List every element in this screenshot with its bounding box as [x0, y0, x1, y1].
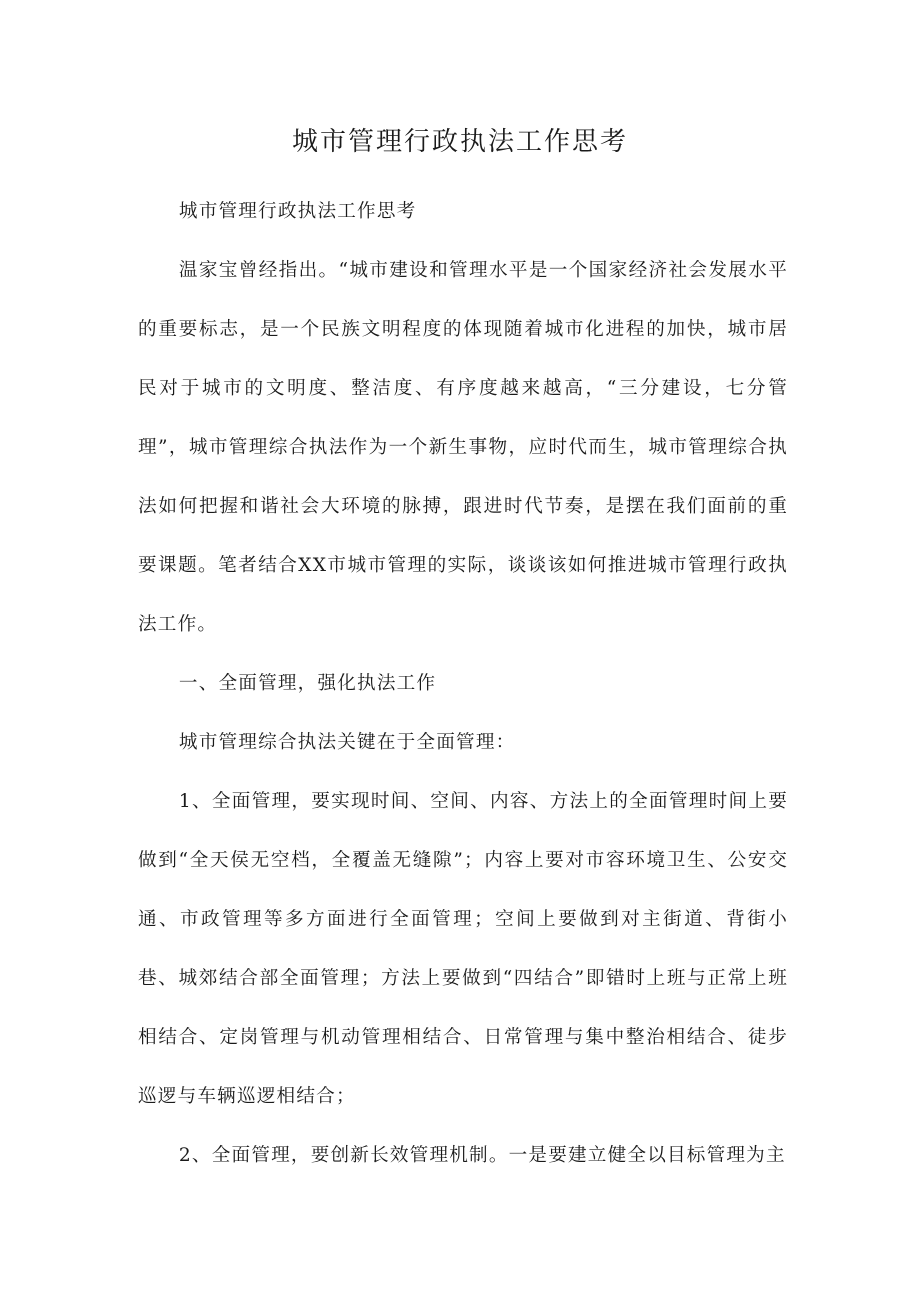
list-item-1: 1、全面管理，要实现时间、空间、内容、方法上的全面管理时间上要做到“全天侯无空档，全覆盖无缝隙”；内容上要对市容环境卫生、公安交通、市政管理等多方面进行全面管理；空间上要做到对主街道、背街小巷、城郊结合部全面管理；方法上要做到“四结合”即错时上班与正常上班相结合、定岗管理与机动管理相结合、日常管理与集中整治相结合、徒步巡逻与车辆巡逻相结合； — [138, 791, 788, 1107]
list-item-2: 2、全面管理，要创新长效管理机制。一是要建立健全以目标管理为主 — [178, 1145, 786, 1166]
document-title: 城市管理行政执法工作思考 — [291, 127, 628, 157]
subtitle-paragraph: 城市管理行政执法工作思考 — [178, 201, 417, 222]
section-lead-paragraph: 城市管理综合执法关键在于全面管理： — [178, 732, 516, 753]
intro-paragraph: 温家宝曾经指出。“城市建设和管理水平是一个国家经济社会发展水平的重要标志，是一个民族文明程度的体现随着城市化进程的加快，城市居民对于城市的文明度、整洁度、有序度越来越高，“三分建设，七分管理”，城市管理综合执法作为一个新生事物，应时代而生，城市管理综合执法如何把握和谐社会大环境的脉搏，跟进时代节奏，是摆在我们面前的重要课题。笔者结合XX市城市管理的实际，谈谈该如何推进城市管理行政执法工作。 — [138, 260, 788, 635]
section-heading-1: 一、全面管理，强化执法工作 — [178, 673, 437, 694]
document-body — [138, 182, 788, 1185]
